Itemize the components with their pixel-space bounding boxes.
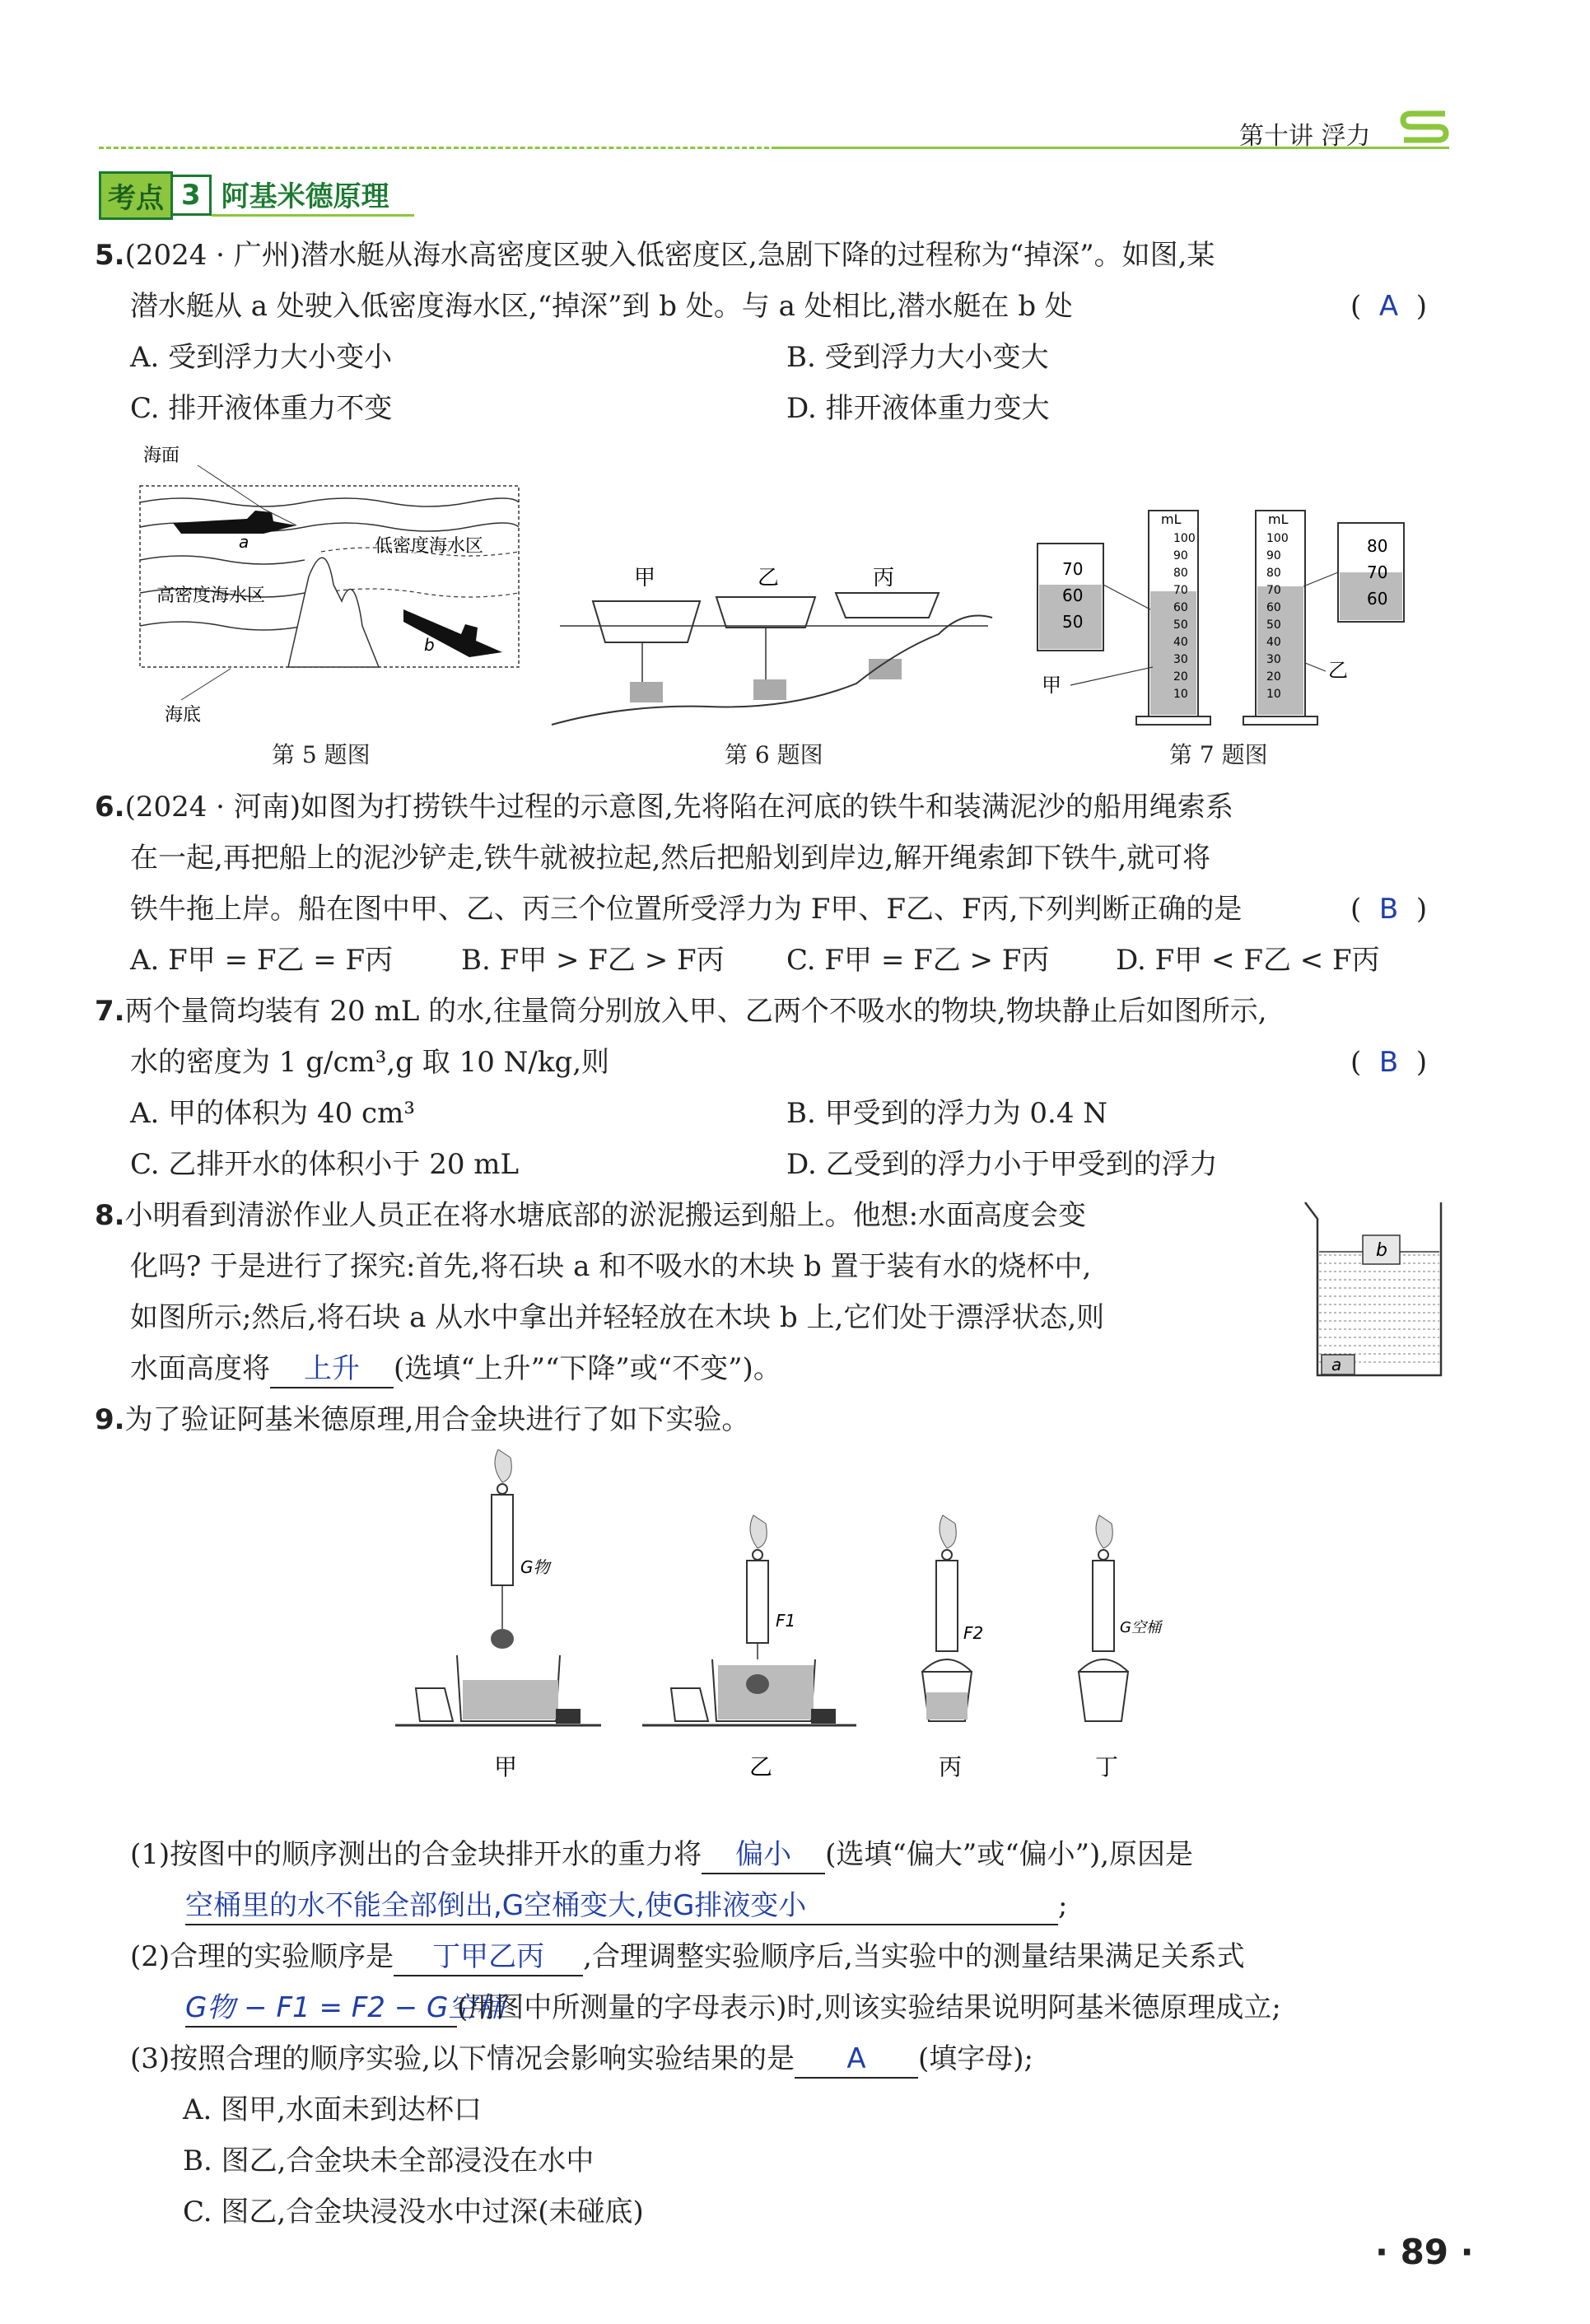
fig7-tick-right-2: 90 [1266, 549, 1281, 562]
fig9-jia-label: 甲 [494, 1753, 518, 1780]
q6-option-a: A. F甲 = F乙 = F丙 [130, 944, 394, 977]
empty-bucket-icon [1079, 1672, 1128, 1721]
fig9-bing-label: 丙 [939, 1753, 963, 1780]
fig9-g-wu-label: G物 [520, 1557, 550, 1577]
q5-option-c: C. 排开液体重力不变 [130, 392, 393, 425]
q5-answer: A [1378, 290, 1399, 323]
fig5-low-density-label: 低密度海水区 [375, 536, 484, 557]
submarine-b-icon [403, 609, 502, 657]
fig7-tick-left-2: 90 [1173, 549, 1188, 562]
q5-line2: 潜水艇从 a 处驶入低密度海水区,“掉深”到 b 处。与 a 处相比,潜水艇在 b 处 [130, 290, 1073, 323]
q8-text4b: (选填“上升”“下降”或“不变”)。 [394, 1352, 781, 1385]
q5-line1 [95, 237, 1215, 273]
fig5-a-label: a [239, 532, 249, 552]
fig9-g-kong-label: G空桶 [1120, 1619, 1161, 1636]
q8-line1 [95, 1197, 1086, 1234]
fig8-b-label: b [1376, 1240, 1387, 1261]
q9-p2-text-a: (2)合理的实验顺序是 [130, 1940, 394, 1973]
fig9-ding-label: 丁 [1095, 1753, 1119, 1780]
alloy-block-icon [491, 1629, 514, 1649]
q5-option-d: D. 排开液体重力变大 [786, 392, 1050, 425]
fig7-tick-right-10: 10 [1266, 688, 1281, 701]
logo-icon [1400, 109, 1449, 145]
fig7-unit-left: mL [1161, 511, 1182, 527]
q9-part2-line1 [130, 1939, 1245, 1976]
q7-line1 [95, 993, 1267, 1029]
fig9-setup-jia [395, 1449, 601, 1780]
fig7-tick-left-3: 80 [1173, 567, 1188, 580]
q8-line4 [130, 1351, 781, 1388]
figure-7 [1021, 494, 1449, 733]
fig9-setup-yi [642, 1515, 856, 1780]
q7-answer: B [1378, 1046, 1399, 1079]
fig7-tick-left-7: 40 [1173, 636, 1188, 649]
hand-icon [940, 1515, 956, 1548]
q9-p3-answer-blank: A [795, 2041, 918, 2079]
q7-answer-bracket: ( B ) [1350, 1046, 1428, 1079]
q9-p1-end: ; [1058, 1889, 1068, 1922]
fig7-tick-left-4: 70 [1173, 584, 1188, 597]
fig9-f1-label: F1 [776, 1611, 796, 1631]
fig6-yi-label: 乙 [758, 566, 780, 590]
q9-p3-text-b: (填字母); [917, 2042, 1033, 2075]
q6-line1 [95, 789, 1233, 825]
figure-5 [132, 436, 527, 733]
q7-option-c: C. 乙排开水的体积小于 20 mL [130, 1148, 520, 1181]
fig9-setup-ding [1079, 1515, 1163, 1780]
q5-option-b: B. 受到浮力大小变大 [786, 341, 1049, 374]
fig7-tick-left-1: 100 [1173, 532, 1196, 545]
q9-p1-answer-blank: 偏小 [702, 1836, 825, 1874]
q7-option-d: D. 乙受到的浮力小于甲受到的浮力 [786, 1148, 1218, 1181]
fig7-tick-right-4: 70 [1266, 584, 1281, 597]
figure-9 [395, 1449, 1186, 1812]
q6-line3: 铁牛拖上岸。船在图中甲、乙、丙三个位置所受浮力为 F甲、F乙、F丙,下列判断正确的是 [130, 893, 1243, 926]
fig7-jia-label: 甲 [1042, 674, 1061, 697]
q9-part3-line1 [130, 2041, 1033, 2079]
fig9-yi-label: 乙 [749, 1753, 773, 1780]
q6-text1: (2024 · 河南)如图为打捞铁牛过程的示意图,先将陷在河底的铁牛和装满泥沙的船用绳索系 [124, 791, 1233, 824]
q9-p2-formula-blank: G物 − F1 = F2 − G空桶 [185, 1990, 457, 2028]
figure-8 [1297, 1194, 1453, 1384]
hand-icon [495, 1449, 511, 1482]
q9-text1: 为了验证阿基米德原理,用合金块进行了如下实验。 [124, 1403, 750, 1436]
q9-p1-text-b: (选填“偏大”或“偏小”),原因是 [825, 1838, 1194, 1871]
section-number: 3 [173, 175, 212, 216]
fig7-zoom-right-2: 70 [1367, 562, 1388, 582]
q8-answer-blank: 上升 [270, 1351, 394, 1388]
figure-6 [543, 560, 1005, 741]
q9-p1-text-a: (1)按图中的顺序测出的合金块排开水的重力将 [130, 1838, 702, 1871]
header-divider-solid [774, 147, 1449, 149]
q6-answer: B [1378, 893, 1399, 926]
spring-scale-ding-icon [1093, 1561, 1114, 1651]
section-title: 阿基米德原理 [212, 174, 414, 217]
q8-text4a: 水面高度将 [130, 1352, 270, 1385]
q9-number: 9. [95, 1403, 125, 1436]
q8-number: 8. [95, 1199, 125, 1232]
iron-ox-jia-icon [630, 682, 663, 702]
q6-option-b: B. F甲 > F乙 > F丙 [461, 944, 725, 977]
fig7-tick-right-3: 80 [1266, 567, 1281, 580]
spring-scale-bing-icon [936, 1561, 958, 1651]
q5-text1: (2024 · 广州)潜水艇从海水高密度区驶入低密度区,急剧下降的过程称为“掉深”。如图,某 [124, 239, 1215, 272]
q9-line1 [95, 1402, 749, 1438]
q6-answer-bracket: ( B ) [1350, 893, 1428, 926]
q8-line2: 化吗? 于是进行了探究:首先,将石块 a 和不吸水的木块 b 置于装有水的烧杯中, [130, 1250, 1092, 1283]
q9-p2-text-c: (用图中所测量的字母表示)时,则该实验结果说明阿基米德原理成立; [457, 1991, 1281, 2024]
fig5-caption: 第 5 题图 [272, 741, 371, 768]
q7-number: 7. [95, 995, 125, 1028]
section-tag: 考点 [99, 171, 173, 220]
fig5-sea-floor-label: 海底 [165, 705, 202, 726]
chapter-title: 第十讲 浮力 [1239, 122, 1371, 151]
fig7-tick-left-6: 50 [1173, 618, 1188, 632]
spring-scale-jia-icon [492, 1495, 513, 1585]
hand-icon [1096, 1515, 1112, 1548]
q8-line3: 如图所示;然后,将石块 a 从水中拿出并轻轻放在木块 b 上,它们处于漂浮状态,则 [130, 1301, 1105, 1334]
q9-p2-text-b: ,合理调整实验顺序后,当实验中的测量结果满足关系式 [583, 1940, 1245, 1973]
fig5-b-label: b [424, 635, 435, 655]
q9-option-b: B. 图乙,合金块未全部浸没在水中 [183, 2144, 595, 2177]
fig7-tick-right-6: 50 [1266, 618, 1281, 632]
fig6-bing-label: 丙 [873, 566, 895, 590]
q9-option-c: C. 图乙,合金块浸没水中过深(未碰底) [183, 2196, 644, 2228]
q7-line2: 水的密度为 1 g/cm³,g 取 10 N/kg,则 [130, 1046, 610, 1079]
q7-option-a: A. 甲的体积为 40 cm³ [130, 1097, 415, 1130]
q9-part1-line1 [130, 1836, 1193, 1874]
q6-number: 6. [95, 791, 125, 824]
fig7-tick-right-9: 20 [1266, 670, 1281, 684]
fig7-caption: 第 7 题图 [1169, 741, 1268, 768]
fig7-tick-left-9: 20 [1173, 670, 1188, 684]
fig7-zoom-right-1: 80 [1367, 536, 1388, 556]
spring-scale-yi-icon [747, 1561, 768, 1643]
fig7-tick-right-7: 40 [1266, 636, 1281, 649]
fig6-caption: 第 6 题图 [725, 741, 823, 768]
fig5-sea-surface-label: 海面 [143, 446, 180, 466]
q9-option-a: A. 图甲,水面未到达杯口 [183, 2093, 482, 2126]
fig7-tick-right-1: 100 [1266, 532, 1289, 545]
fig7-tick-right-8: 30 [1266, 653, 1281, 666]
q5-answer-bracket: ( A ) [1350, 290, 1428, 323]
fig5-high-density-label: 高密度海水区 [156, 586, 266, 606]
section-heading [99, 173, 414, 217]
q6-line2: 在一起,再把船上的泥沙铲走,铁牛就被拉起,然后把船划到岸边,解开绳索卸下铁牛,就可将 [130, 842, 1211, 875]
fig7-zoom-left-3: 50 [1062, 612, 1084, 632]
q9-p1-reason-blank: 空桶里的水不能全部倒出,G空桶变大,使G排液变小 [185, 1888, 1058, 1925]
q9-part2-line2 [185, 1990, 1281, 2028]
fig7-tick-left-10: 10 [1173, 688, 1188, 701]
fig7-zoom-right-3: 60 [1367, 589, 1388, 609]
q6-option-c: C. F甲 = F乙 > F丙 [786, 944, 1050, 977]
fig7-unit-right: mL [1268, 511, 1289, 527]
q9-part1-line2 [185, 1888, 1067, 1925]
fig7-zoom-left-1: 70 [1062, 559, 1084, 579]
fig8-a-label: a [1331, 1355, 1342, 1374]
q5-option-a: A. 受到浮力大小变小 [130, 341, 393, 374]
fig7-tick-left-8: 30 [1173, 653, 1188, 666]
q9-p2-answer-blank: 丁甲乙丙 [394, 1939, 583, 1976]
fig7-tick-right-5: 60 [1266, 601, 1281, 614]
q7-text1: 两个量筒均装有 20 mL 的水,往量筒分别放入甲、乙两个不吸水的物块,物块静止后如图所示, [124, 995, 1267, 1028]
fig6-jia-label: 甲 [634, 566, 656, 590]
hand-icon [750, 1515, 767, 1548]
q9-p3-text-a: (3)按照合理的顺序实验,以下情况会影响实验结果的是 [130, 2042, 795, 2075]
fig7-yi-label: 乙 [1328, 659, 1348, 682]
fig7-zoom-left-2: 60 [1062, 586, 1084, 605]
fig7-tick-left-5: 60 [1173, 601, 1188, 614]
iron-ox-yi-icon [753, 679, 786, 700]
q5-number: 5. [95, 239, 125, 272]
q7-option-b: B. 甲受到的浮力为 0.4 N [786, 1097, 1108, 1130]
page-number: · 89 · [1375, 2232, 1474, 2272]
fig9-f2-label: F2 [963, 1623, 984, 1643]
q6-option-d: D. F甲 < F乙 < F丙 [1116, 944, 1380, 977]
q8-text1: 小明看到清淤作业人员正在将水塘底部的淤泥搬运到船上。他想:水面高度会变 [124, 1199, 1087, 1232]
fig9-setup-bing [922, 1515, 983, 1780]
